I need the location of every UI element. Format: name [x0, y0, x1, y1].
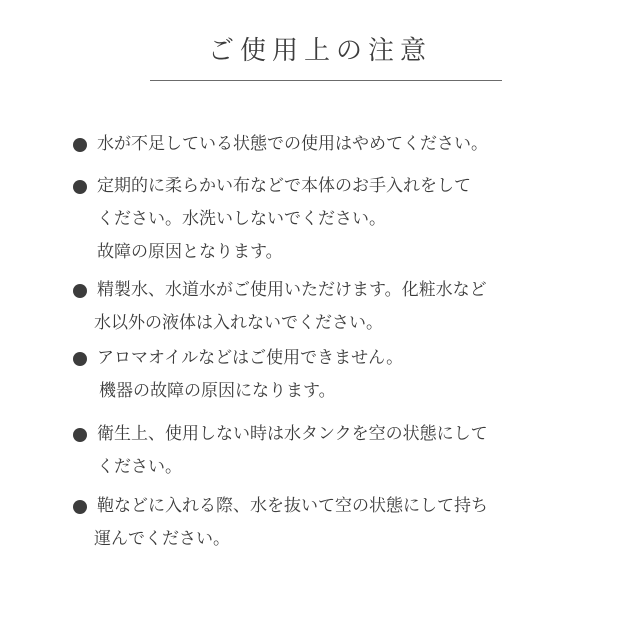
caution-text: 水以外の液体は入れないでください。: [94, 313, 383, 333]
caution-text: 定期的に柔らかい布などで本体のお手入れをして: [97, 176, 471, 196]
bullet-icon: [73, 284, 87, 298]
title-divider: [150, 80, 502, 81]
bullet-icon: [73, 428, 87, 442]
bullet-icon: [73, 500, 87, 514]
bullet-icon: [73, 180, 87, 194]
caution-text: ください。: [97, 457, 182, 477]
caution-item: [70, 490, 630, 556]
caution-text: 機器の故障の原因になります。: [99, 381, 336, 401]
caution-item: [70, 418, 630, 484]
caution-text: 精製水、水道水がご使用いただけます。化粧水など: [97, 280, 487, 300]
caution-item: [70, 342, 630, 408]
caution-text: 運んでください。: [94, 529, 230, 549]
caution-item: [70, 274, 630, 340]
caution-text: 故障の原因となります。: [97, 242, 283, 262]
caution-item: [70, 170, 630, 269]
caution-item: [70, 128, 630, 161]
caution-text: 水が不足している状態での使用はやめてください。: [97, 134, 488, 154]
caution-text: ください。水洗いしないでください。: [97, 209, 386, 229]
caution-text: 鞄などに入れる際、水を抜いて空の状態にして持ち: [97, 496, 488, 516]
caution-text: アロマオイルなどはご使用できません。: [97, 348, 404, 368]
caution-text: 衛生上、使用しない時は水タンクを空の状態にして: [97, 424, 488, 444]
bullet-icon: [73, 352, 87, 366]
bullet-icon: [73, 138, 87, 152]
page-title: ご使用上の注意: [207, 36, 432, 66]
